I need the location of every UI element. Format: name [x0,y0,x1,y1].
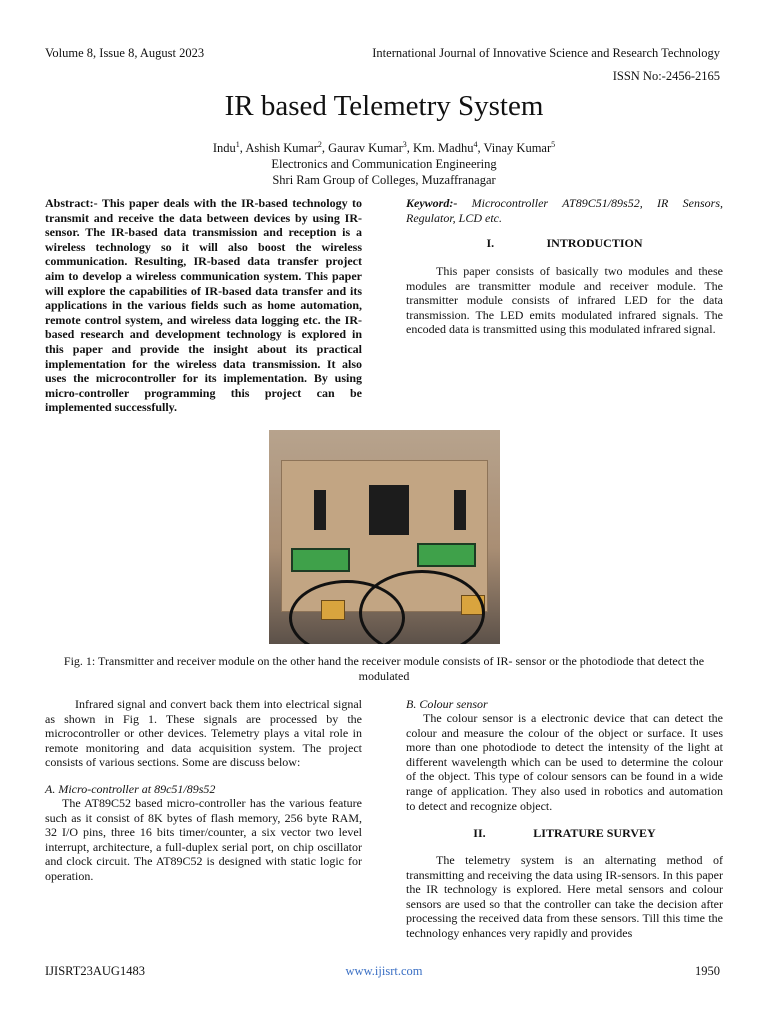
author-affil: 1 [235,140,240,149]
section-number: I. [486,236,495,250]
author-name: Gaurav Kumar [328,141,403,156]
abstract [45,196,362,415]
keywords [406,196,723,225]
subsection-heading-microcontroller: A. Micro-controller at 89c51/89s52 [45,782,216,796]
author-affil: 2 [317,140,322,149]
author-affil: 5 [551,140,556,149]
section-title: LITRATURE SURVEY [533,826,656,840]
issn: ISSN No:-2456-2165 [612,69,720,83]
body-paragraph: Infrared signal and convert back them into electrical signal as shown in Fig 1. These signals are processed by the microcontroller or other devices. Telemetry plays a vital role in remote monitoring and data acquisition system. The project consists of various sections. Some are discuss below: [45,697,362,770]
abstract-text: This paper deals with the IR-based technology to transmit and receive the data between devices by using IR-sensor. The IR-based data transmission and reception is a wireless technology so it will also boost the wireless communication. Resulting, IR-based data transfer project aim to develop a wireless communication system. This paper will explore the capabilities of IR-based data transfer and its applications in the various fields such as home automation, remote control system, and wireless data logging etc. the IR-based research and development technology is explored in this paper and provide the insight about its practical implementation for the wireless data transmission. It also uses the microcontroller for its implementation. By using micro-controller programming this project can be implemented successfully. [45,196,362,415]
paper-id: IJISRT23AUG1483 [45,964,145,978]
department: Electronics and Communication Engineering [271,157,497,172]
colour-sensor-text: The colour sensor is a electronic device that can detect the colour and measure the colour of the object or surface. It uses more than one photodiode to detect the intensity of the light at different wavelength which can be used to determine the colour of the object. This type of colour sensors can be found in a wide range of application. They also used in robotics and automation to detect and recognize object. [406,711,723,813]
microcontroller-chip [314,490,326,530]
section-title: INTRODUCTION [546,236,643,250]
literature-survey-text: The telemetry system is an alternating method of transmitting and receiving the data using IR-sensors. In this paper the IR technology is explored. Here metal sensors and colour sensors are used so that the controller can take the decision after processing the received data from these sensors. Till this time the technology enhances very rapidly and provides [406,853,723,940]
author-name: Km. Madhu [413,141,474,156]
introduction-text: This paper consists of basically two modules and these modules are transmitter module and receiver module. The transmitter module consists of infrared LED for the data transmission. The LED emits modulated infrared signals. The encoded data is transmitted using this modulated infrared signal. [406,264,723,337]
section-heading-introduction [406,236,723,251]
author-name: Vinay Kumar [483,141,552,156]
page-number: 1950 [695,964,720,978]
institution: Shri Ram Group of Colleges, Muzaffranagar [272,173,496,188]
author-block [0,137,768,188]
section-heading-literature-survey [406,826,723,841]
journal-name: International Journal of Innovative Science and Research Technology [372,46,720,60]
author-list: Indu$^1$, Ashish Kumar$^2$, Gaurav Kumar$^3$, Km. Madhu$^4$, Vinay Kumar$^5$ [212,140,556,156]
author-affil: 3 [402,140,407,149]
author-affil: 4 [473,140,478,149]
microcontroller-chip [454,490,466,530]
microcontroller-text: The AT89C52 based micro-controller has the various feature such as it consist of 8K bytes of flash memory, 256 byte RAM, 32 I/O pins, three 16 bits timer/counter, a six vector two level interrupt, architecture, a full-duplex serial port, on chip oscillator and clock circuit. The AT89C52 is designed with static logic for operation. [45,796,362,883]
abstract-label: Abstract:- [45,196,98,210]
paper-title: IR based Telemetry System [224,90,544,122]
section-number: II. [473,826,486,840]
heatsink-chip [369,485,409,535]
journal-url[interactable]: www.ijisrt.com [345,964,423,978]
author-name: Indu [212,141,236,156]
lcd-display [291,548,350,572]
circuit-board-photo [269,430,500,644]
lcd-display [417,543,476,567]
keywords-label: Keyword:- [406,196,458,210]
keywords-text: Microcontroller AT89C51/89s52, IR Sensors, Regulator, LCD etc. [406,196,723,225]
subsection-heading-colour-sensor: B. Colour sensor [406,697,488,711]
author-name: Ashish Kumar [245,141,318,156]
volume-info: Volume 8, Issue 8, August 2023 [45,46,205,60]
figure-caption: Fig. 1: Transmitter and receiver module on the other hand the receiver module consists of IR- sensor or the photodiode that detect the modulated [63,654,705,683]
